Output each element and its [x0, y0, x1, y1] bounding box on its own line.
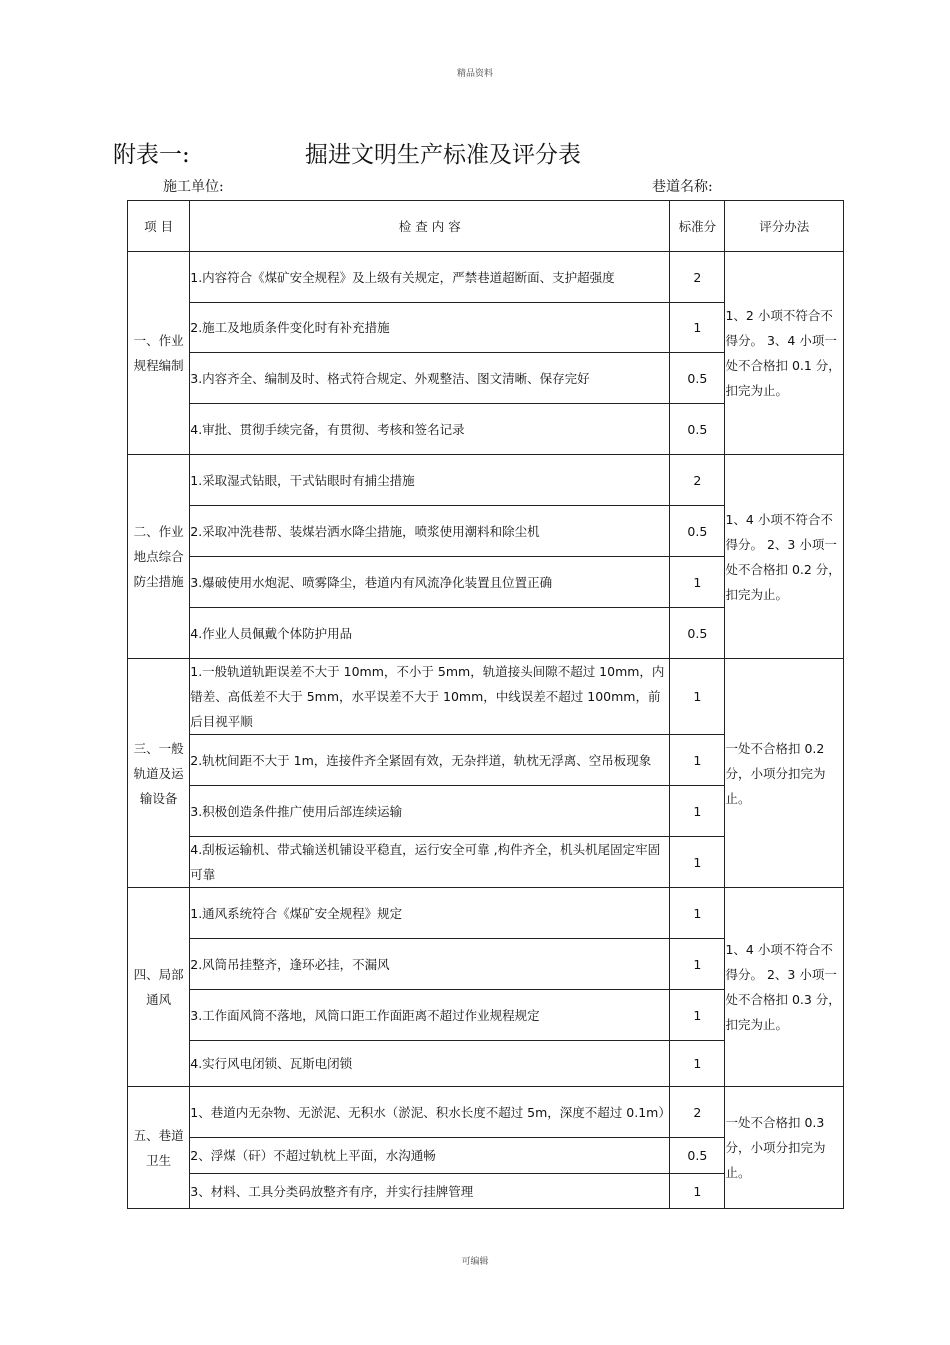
table-row: [128, 1087, 844, 1138]
section-4-item: 四、局部通风: [128, 888, 190, 1087]
section-3-item: 三、一般轨道及运输设备: [128, 659, 190, 888]
row-content: 4.作业人员佩戴个体防护用品: [190, 608, 670, 659]
row-score: 0.5: [670, 608, 725, 659]
table-row: [128, 659, 844, 735]
row-content: 1.一般轨道轨距误差不大于 10mm，不小于 5mm，轨道接头间隙不超过 10mm，内错差、高低差不大于 5mm，水平误差不大于 10mm，中线误差不超过 100mm，前后目视平顺: [190, 659, 670, 735]
row-content: 4.审批、贯彻手续完备，有贯彻、考核和签名记录: [190, 404, 670, 455]
section-2-item: 二、作业地点综合防尘措施: [128, 455, 190, 659]
row-score: 1: [670, 1174, 725, 1209]
row-score: 0.5: [670, 404, 725, 455]
row-score: 2: [670, 252, 725, 303]
row-score: 1: [670, 939, 725, 990]
row-content: 3.内容齐全、编制及时、格式符合规定、外观整洁、图文清晰、保存完好: [190, 353, 670, 404]
page-title: 掘进文明生产标准及评分表: [305, 142, 581, 168]
header-watermark: 精品资料: [456, 69, 493, 79]
header-method: 评分办法: [725, 201, 844, 252]
row-score: 0.5: [670, 506, 725, 557]
header-score: 标准分: [670, 201, 725, 252]
row-score: 0.5: [670, 353, 725, 404]
row-content: 2.风筒吊挂整齐，逢环必挂，不漏风: [190, 939, 670, 990]
table-row: [128, 252, 844, 303]
footer-watermark: 可编辑: [461, 1257, 489, 1267]
table-row: [128, 888, 844, 939]
row-score: 1: [670, 990, 725, 1041]
row-score: 1: [670, 1041, 725, 1087]
row-content: 3.积极创造条件推广使用后部连续运输: [190, 786, 670, 837]
row-score: 1: [670, 786, 725, 837]
row-content: 1、巷道内无杂物、无淤泥、无积水（淤泥、积水长度不超过 5m，深度不超过 0.1m）: [190, 1087, 670, 1138]
row-score: 1: [670, 888, 725, 939]
row-content: 1.内容符合《煤矿安全规程》及上级有关规定，严禁巷道超断面、支护超强度: [190, 252, 670, 303]
row-content: 2、浮煤（矸）不超过轨枕上平面，水沟通畅: [190, 1138, 670, 1174]
header-content: 检 查 内 容: [190, 201, 670, 252]
row-content: 4.实行风电闭锁、瓦斯电闭锁: [190, 1041, 670, 1087]
row-content: 1.采取湿式钻眼，干式钻眼时有捕尘措施: [190, 455, 670, 506]
row-score: 2: [670, 1087, 725, 1138]
row-score: 0.5: [670, 1138, 725, 1174]
row-score: 1: [670, 735, 725, 786]
section-4-method: 1、4 小项不符合不得分。 2、3 小项一处不合格扣 0.3 分，扣完为止。: [725, 888, 844, 1087]
row-score: 1: [670, 837, 725, 888]
row-content: 3、材料、工具分类码放整齐有序，并实行挂牌管理: [190, 1174, 670, 1209]
section-1-item: 一、作业规程编制: [128, 252, 190, 455]
row-content: 1.通风系统符合《煤矿安全规程》规定: [190, 888, 670, 939]
scoring-table: [127, 200, 844, 1209]
row-content: 2.施工及地质条件变化时有补充措施: [190, 303, 670, 353]
section-5-method: 一处不合格扣 0.3 分，小项分扣完为止。: [725, 1087, 844, 1209]
roadway-name-label: 巷道名称:: [652, 179, 713, 195]
table-header-row: [128, 201, 844, 252]
row-content: 2.采取冲洗巷帮、装煤岩洒水降尘措施，喷浆使用潮料和除尘机: [190, 506, 670, 557]
appendix-label: 附表一:: [113, 142, 190, 168]
table-row: [128, 455, 844, 506]
row-score: 1: [670, 659, 725, 735]
row-score: 2: [670, 455, 725, 506]
construction-unit-label: 施工单位:: [163, 179, 224, 195]
section-5-item: 五、巷道卫生: [128, 1087, 190, 1209]
section-3-method: 一处不合格扣 0.2 分，小项分扣完为止。: [725, 659, 844, 888]
section-1-method: 1、2 小项不符合不得分。 3、4 小项一处不合格扣 0.1 分，扣完为止。: [725, 252, 844, 455]
row-content: 4.刮板运输机、带式输送机铺设平稳直，运行安全可靠 ,构件齐全，机头机尾固定牢固可靠: [190, 837, 670, 888]
row-content: 3.工作面风筒不落地，风筒口距工作面距离不超过作业规程规定: [190, 990, 670, 1041]
row-score: 1: [670, 303, 725, 353]
row-content: 2.轨枕间距不大于 1m，连接件齐全紧固有效，无杂拌道，轨枕无浮离、空吊板现象: [190, 735, 670, 786]
row-score: 1: [670, 557, 725, 608]
row-content: 3.爆破使用水炮泥、喷雾降尘，巷道内有风流净化装置且位置正确: [190, 557, 670, 608]
section-2-method: 1、4 小项不符合不得分。 2、3 小项一处不合格扣 0.2 分，扣完为止。: [725, 455, 844, 659]
header-item: 项 目: [128, 201, 190, 252]
